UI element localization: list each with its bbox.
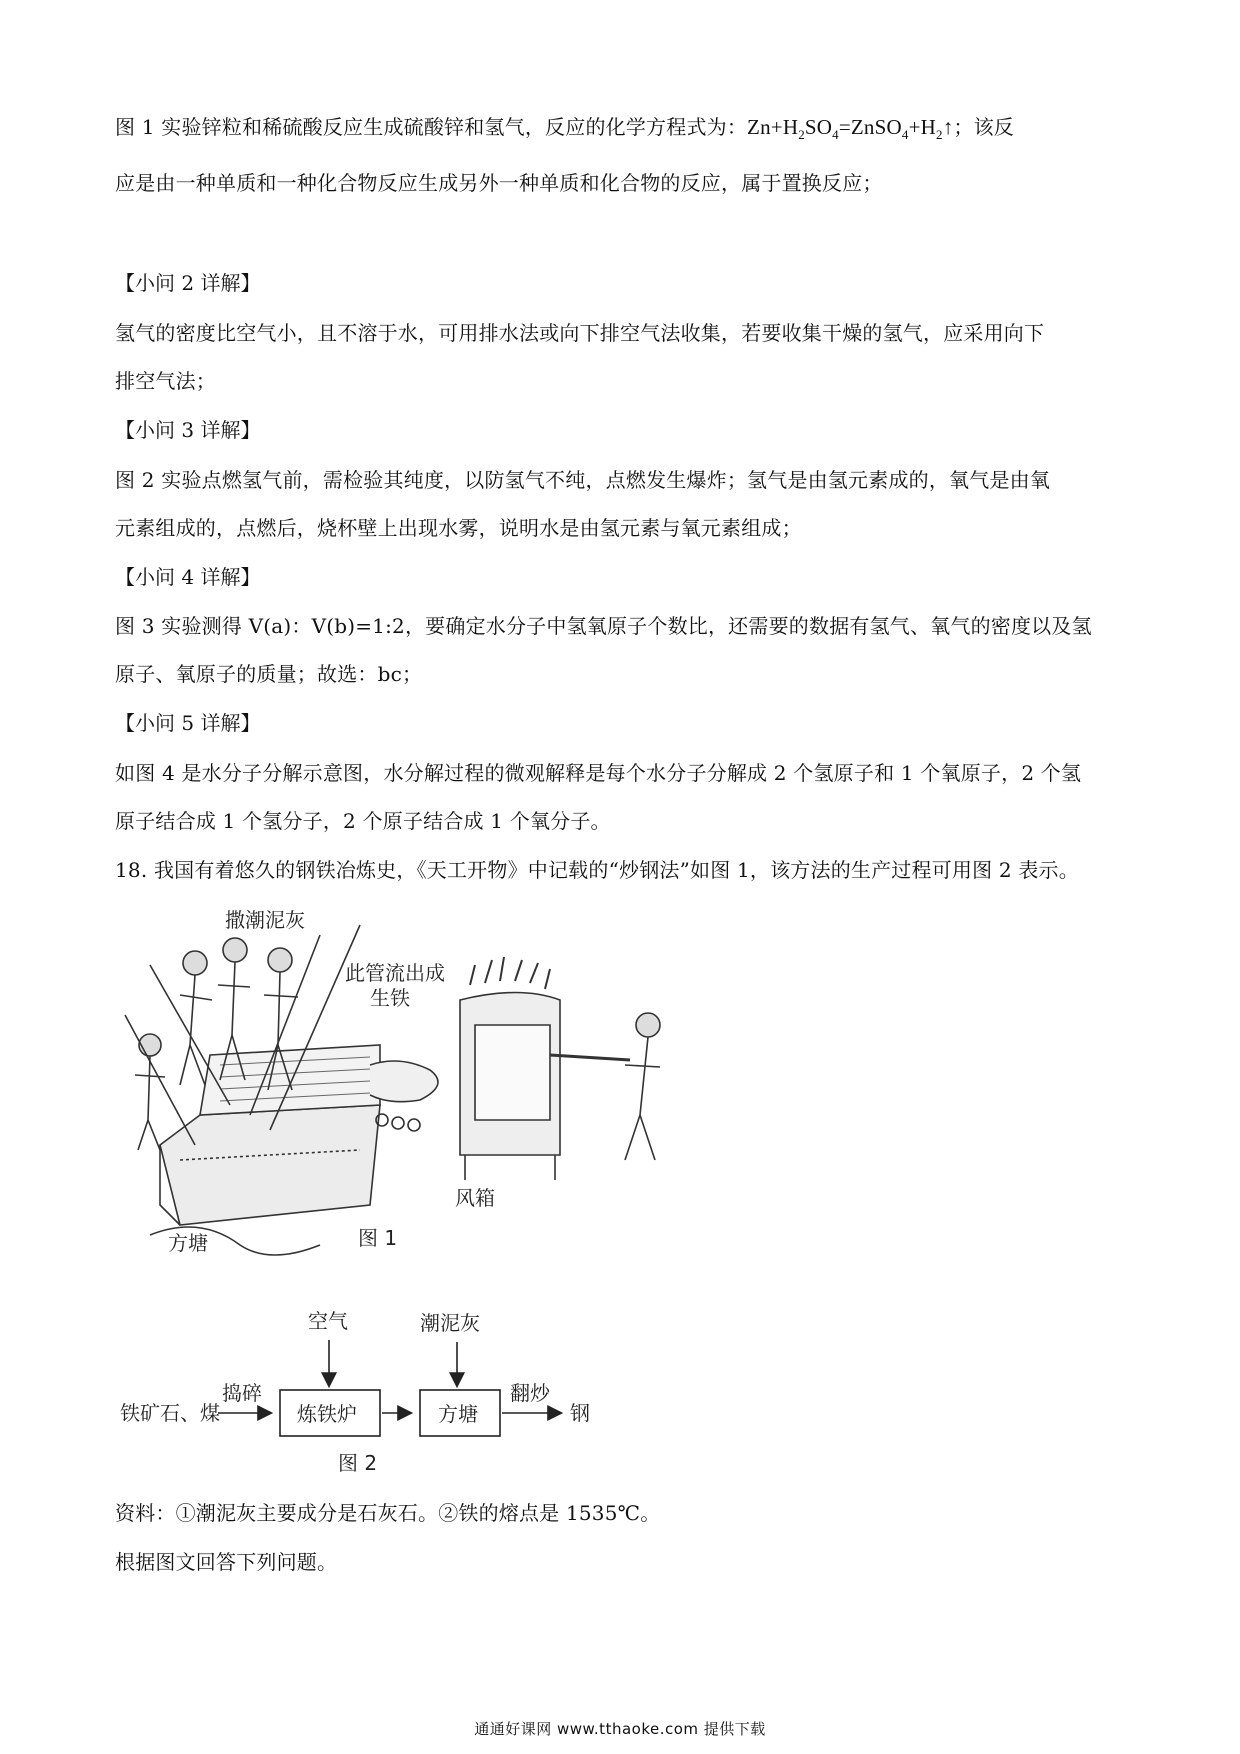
answer-line-2: 应是由一种单质和一种化合物反应生成另外一种单质和化合物的反应，属于置换反应； xyxy=(115,171,883,195)
figure-1-caption: 图 1 xyxy=(358,1226,398,1250)
flow-step-crush: 捣碎 xyxy=(222,1381,262,1405)
q5-line-2: 原子结合成 1 个氢分子，2 个原子结合成 1 个氧分子。 xyxy=(115,809,611,833)
eq-subscript: 2 xyxy=(935,127,943,142)
q3-line-1: 图 2 实验点燃氢气前，需检验其纯度，以防氢气不纯，点燃发生爆炸；氢气是由氢元素成的，氧气是由氧 xyxy=(115,468,1051,492)
q4-line-2: 原子、氧原子的质量；故选：bc； xyxy=(115,662,423,686)
flow-step-stir: 翻炒 xyxy=(510,1381,550,1405)
flow-ash: 潮泥灰 xyxy=(420,1311,480,1335)
figure-2-flowchart xyxy=(120,1300,740,1480)
q5-line-1: 如图 4 是水分子分解示意图，水分解过程的微观解释是每个水分子分解成 2 个氢原子和 1 个氧原子，2 个氢 xyxy=(115,761,1082,785)
eq-subscript: 2 xyxy=(798,127,805,142)
chemical-equation xyxy=(747,115,954,142)
gas-arrow: ↑ xyxy=(942,115,954,139)
label-bellows: 风箱 xyxy=(455,1186,495,1210)
label-square-pool: 方塘 xyxy=(168,1231,208,1255)
q2-line-2: 排空气法； xyxy=(115,369,216,393)
flow-box-pool-label: 方塘 xyxy=(438,1402,478,1426)
page-footer: 通通好课网 www.tthaoke.com 提供下载 xyxy=(474,1720,766,1738)
eq-part: SO xyxy=(804,115,833,139)
flow-air: 空气 xyxy=(308,1309,348,1333)
q2-line-1: 氢气的密度比空气小，且不溶于水，可用排水法或向下排空气法收集，若要收集干燥的氢气，应采用向下 xyxy=(115,321,1045,345)
label-pipe-line-1: 此管流出成 xyxy=(345,961,445,985)
flow-input: 铁矿石、煤 xyxy=(120,1401,220,1425)
question-prompt: 根据图文回答下列问题。 xyxy=(115,1550,338,1574)
eq-part: Zn+H xyxy=(747,115,799,139)
answer-line-1 xyxy=(115,112,1130,150)
figure-1-illustration xyxy=(120,905,720,1260)
section-heading-q2: 【小问 2 详解】 xyxy=(115,271,261,295)
label-pipe-line-2: 生铁 xyxy=(370,986,410,1010)
eq-part: =ZnSO xyxy=(838,115,902,139)
section-heading-q3: 【小问 3 详解】 xyxy=(115,418,261,442)
question-18: 18. 我国有着悠久的钢铁冶炼史，《天工开物》中记载的“炒钢法”如图 1，该方法的生产过程可用图 2 表示。 xyxy=(115,858,1079,882)
reference-data: 资料：①潮泥灰主要成分是石灰石。②铁的熔点是 1535℃。 xyxy=(115,1501,661,1525)
q3-line-2: 元素组成的，点燃后，烧杯壁上出现水雾，说明水是由氢元素与氧元素组成； xyxy=(115,516,802,540)
label-sprinkle-ash: 撒潮泥灰 xyxy=(225,908,305,932)
eq-subscript: 4 xyxy=(901,127,909,142)
flow-box-furnace-label: 炼铁炉 xyxy=(297,1402,357,1426)
answer-text: ；该反 xyxy=(953,115,1014,139)
q4-line-1: 图 3 实验测得 V(a)：V(b)=1:2，要确定水分子中氢氧原子个数比，还需要的数据有氢气、氧气的密度以及氢 xyxy=(115,614,1092,638)
eq-part: +H xyxy=(908,115,936,139)
section-heading-q5: 【小问 5 详解】 xyxy=(115,711,261,735)
answer-text: 图 1 实验锌粒和稀硫酸反应生成硫酸锌和氢气，反应的化学方程式为： xyxy=(115,115,748,139)
section-heading-q4: 【小问 4 详解】 xyxy=(115,565,261,589)
flow-output: 钢 xyxy=(570,1401,590,1425)
figure-2-caption: 图 2 xyxy=(338,1451,378,1475)
eq-subscript: 4 xyxy=(832,127,839,142)
